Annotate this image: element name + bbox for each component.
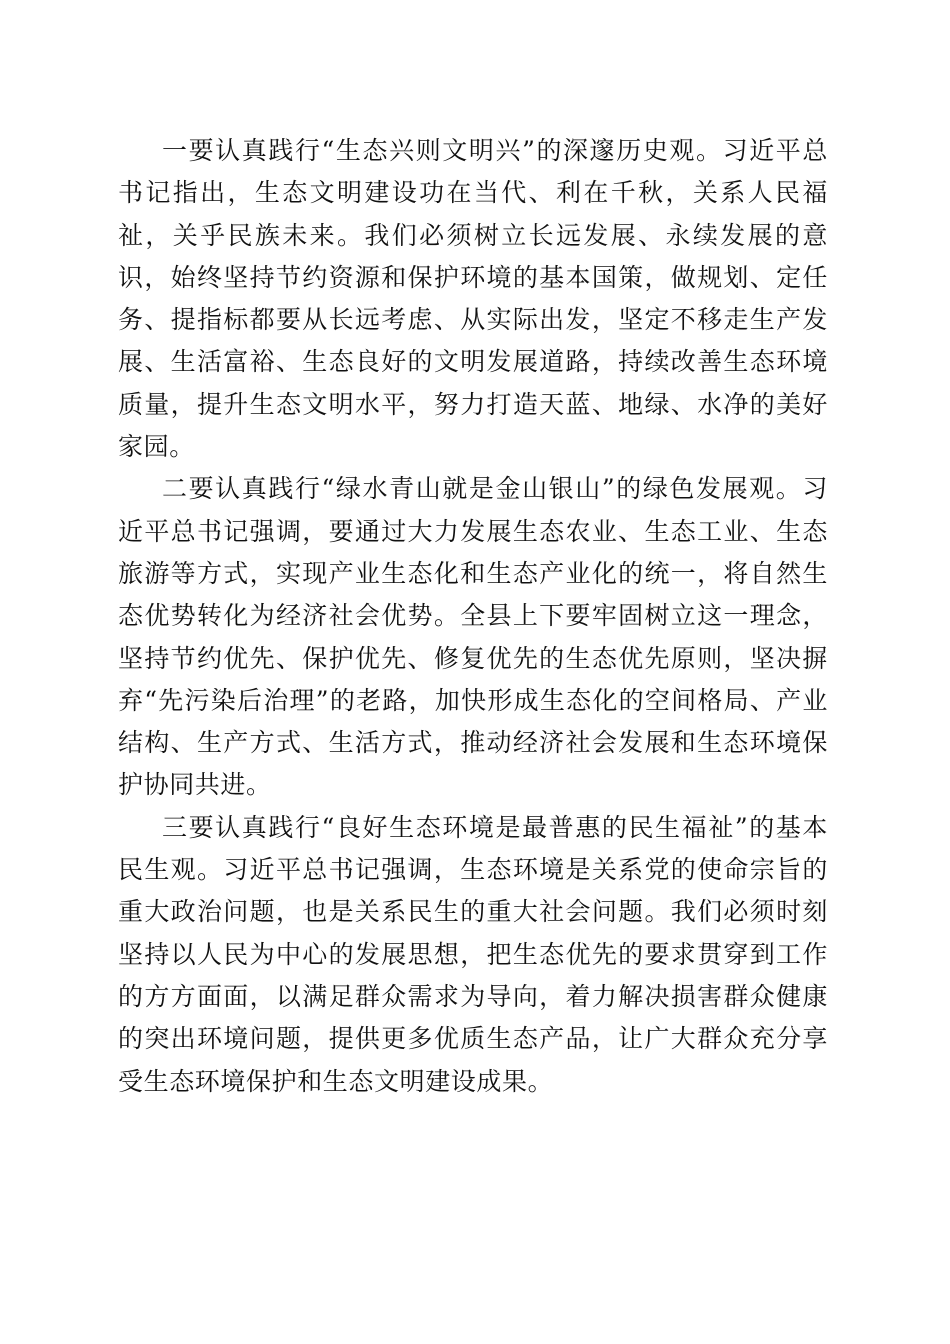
paragraph-2: 二要认真践行“绿水青山就是金山银山”的绿色发展观。习近平总书记强调，要通过大力发展生态农业、生态工业、生态旅游等方式，实现产业生态化和生态产业化的统一，将自然生态优势转化为经济社会优势。全县上下要牢固树立这一理念，坚持节约优先、保护优先、修复优先的生态优先原则，坚决摒弃“先污染后治理”的老路，加快形成生态化的空间格局、产业结构、生产方式、生活方式，推动经济社会发展和生态环境保护协同共进。 — [118, 474, 828, 800]
paragraph-3: 三要认真践行“良好生态环境是最普惠的民生福祉”的基本民生观。习近平总书记强调，生态环境是关系党的使命宗旨的重大政治问题，也是关系民生的重大社会问题。我们必须时刻坚持以人民为中心的发展思想，把生态优先的要求贯穿到工作的方方面面，以满足群众需求为导向，着力解决损害群众健康的突出环境问题，提供更多优质生态产品，让广大群众充分享受生态环境保护和生态文明建设成果。 — [118, 812, 828, 1096]
document-body — [118, 130, 828, 1103]
paragraph-1: 一要认真践行“生态兴则文明兴”的深邃历史观。习近平总书记指出，生态文明建设功在当代、利在千秋，关系人民福祉，关乎民族未来。我们必须树立长远发展、永续发展的意识，始终坚持节约资源和保护环境的基本国策，做规划、定任务、提指标都要从长远考虑、从实际出发，坚定不移走生产发展、生活富裕、生态良好的文明发展道路，持续改善生态环境质量，提升生态文明水平，努力打造天蓝、地绿、水净的美好家园。 — [118, 136, 828, 462]
